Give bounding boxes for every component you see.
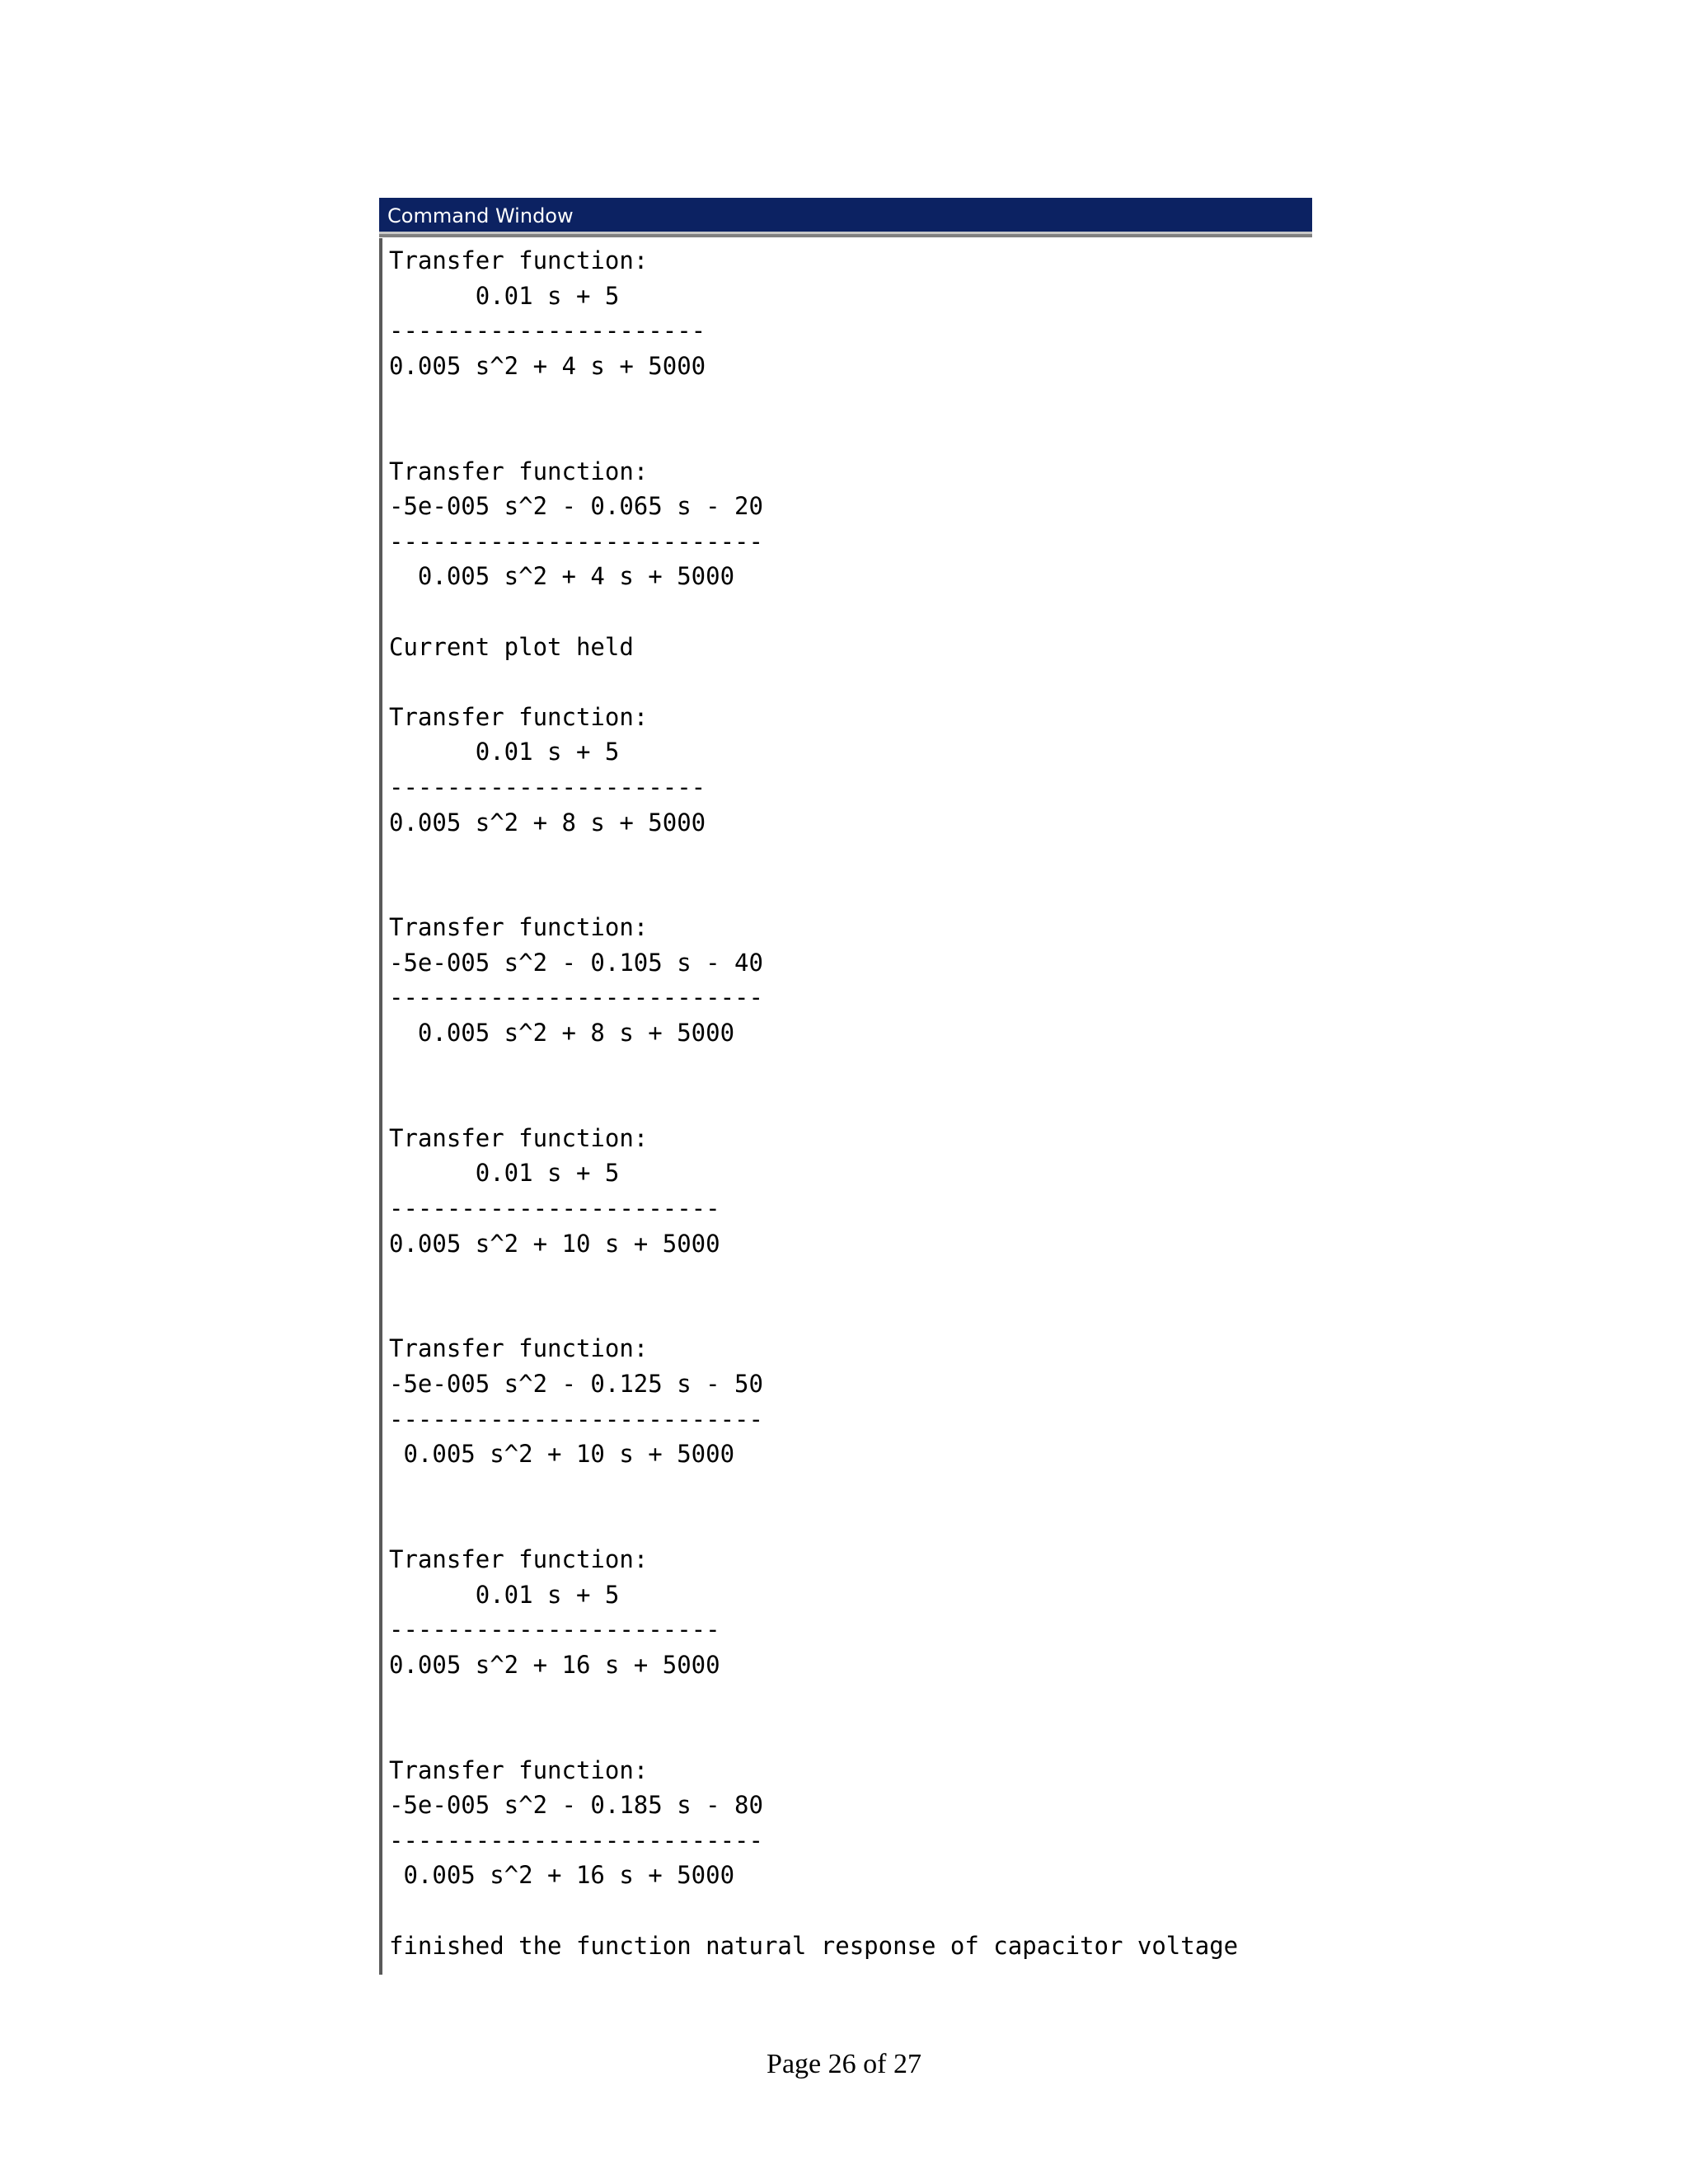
console-line: -5e-005 s^2 - 0.065 s - 20 [389,492,763,521]
console-line: ----------------------- [389,1615,720,1644]
console-line: Transfer function: [389,246,649,274]
console-line: -5e-005 s^2 - 0.105 s - 40 [389,948,763,977]
console-line: 0.01 s + 5 [389,281,620,310]
console-line: Transfer function: [389,1544,649,1573]
console-line: -------------------------- [389,1404,763,1433]
command-window-title-bar[interactable] [379,198,1312,234]
console-line [389,419,1312,454]
console-line: Transfer function: [389,457,649,485]
console-line [389,1718,1312,1753]
console-line: Transfer function: [389,702,649,731]
console-line: Transfer function: [389,1123,649,1152]
console-line: 0.005 s^2 + 8 s + 5000 [389,808,706,837]
console-line [389,1261,1312,1296]
console-line [389,1051,1312,1086]
console-line: -5e-005 s^2 - 0.125 s - 50 [389,1370,763,1398]
console-line: 0.01 s + 5 [389,1159,620,1188]
console-line [389,1893,1312,1929]
console-line: -------------------------- [389,1825,763,1854]
command-window [379,198,1312,1975]
console-line: 0.005 s^2 + 8 s + 5000 [389,1019,735,1047]
console-line: 0.005 s^2 + 16 s + 5000 [389,1650,720,1679]
console-line: Transfer function: [389,913,649,942]
console-line: 0.005 s^2 + 4 s + 5000 [389,351,706,380]
console-line [389,594,1312,630]
console-line: Transfer function: [389,1755,649,1784]
page-number: Page 26 of 27 [767,2049,921,2079]
console-line: -5e-005 s^2 - 0.185 s - 80 [389,1791,763,1820]
console-line: 0.005 s^2 + 10 s + 5000 [389,1440,735,1469]
console-line: -------------------------- [389,527,763,555]
window-title: Command Window [387,204,574,227]
console-line: Current plot held [389,632,634,661]
console-divider [379,234,1312,237]
console-line [389,875,1312,911]
console-line [389,1682,1312,1718]
console-line: 0.01 s + 5 [389,1580,620,1609]
console-line: 0.01 s + 5 [389,738,620,766]
console-line [389,1296,1312,1332]
console-line [389,1085,1312,1121]
console-line: finished the function natural response of capacitor voltage [389,1931,1239,1960]
console-line: 0.005 s^2 + 16 s + 5000 [389,1861,735,1890]
console-line: ---------------------- [389,316,706,345]
console-line [389,1472,1312,1507]
console-line [389,383,1312,419]
console-line: ---------------------- [389,772,706,801]
console-line: -------------------------- [389,983,763,1012]
console-line [389,840,1312,875]
console-line: ----------------------- [389,1194,720,1223]
console-line [389,1507,1312,1542]
console-line: 0.005 s^2 + 4 s + 5000 [389,562,735,591]
console-line: Transfer function: [389,1334,649,1363]
console-line: 0.005 s^2 + 10 s + 5000 [389,1229,720,1258]
console-output[interactable] [379,238,1312,1975]
console-line [389,664,1312,700]
